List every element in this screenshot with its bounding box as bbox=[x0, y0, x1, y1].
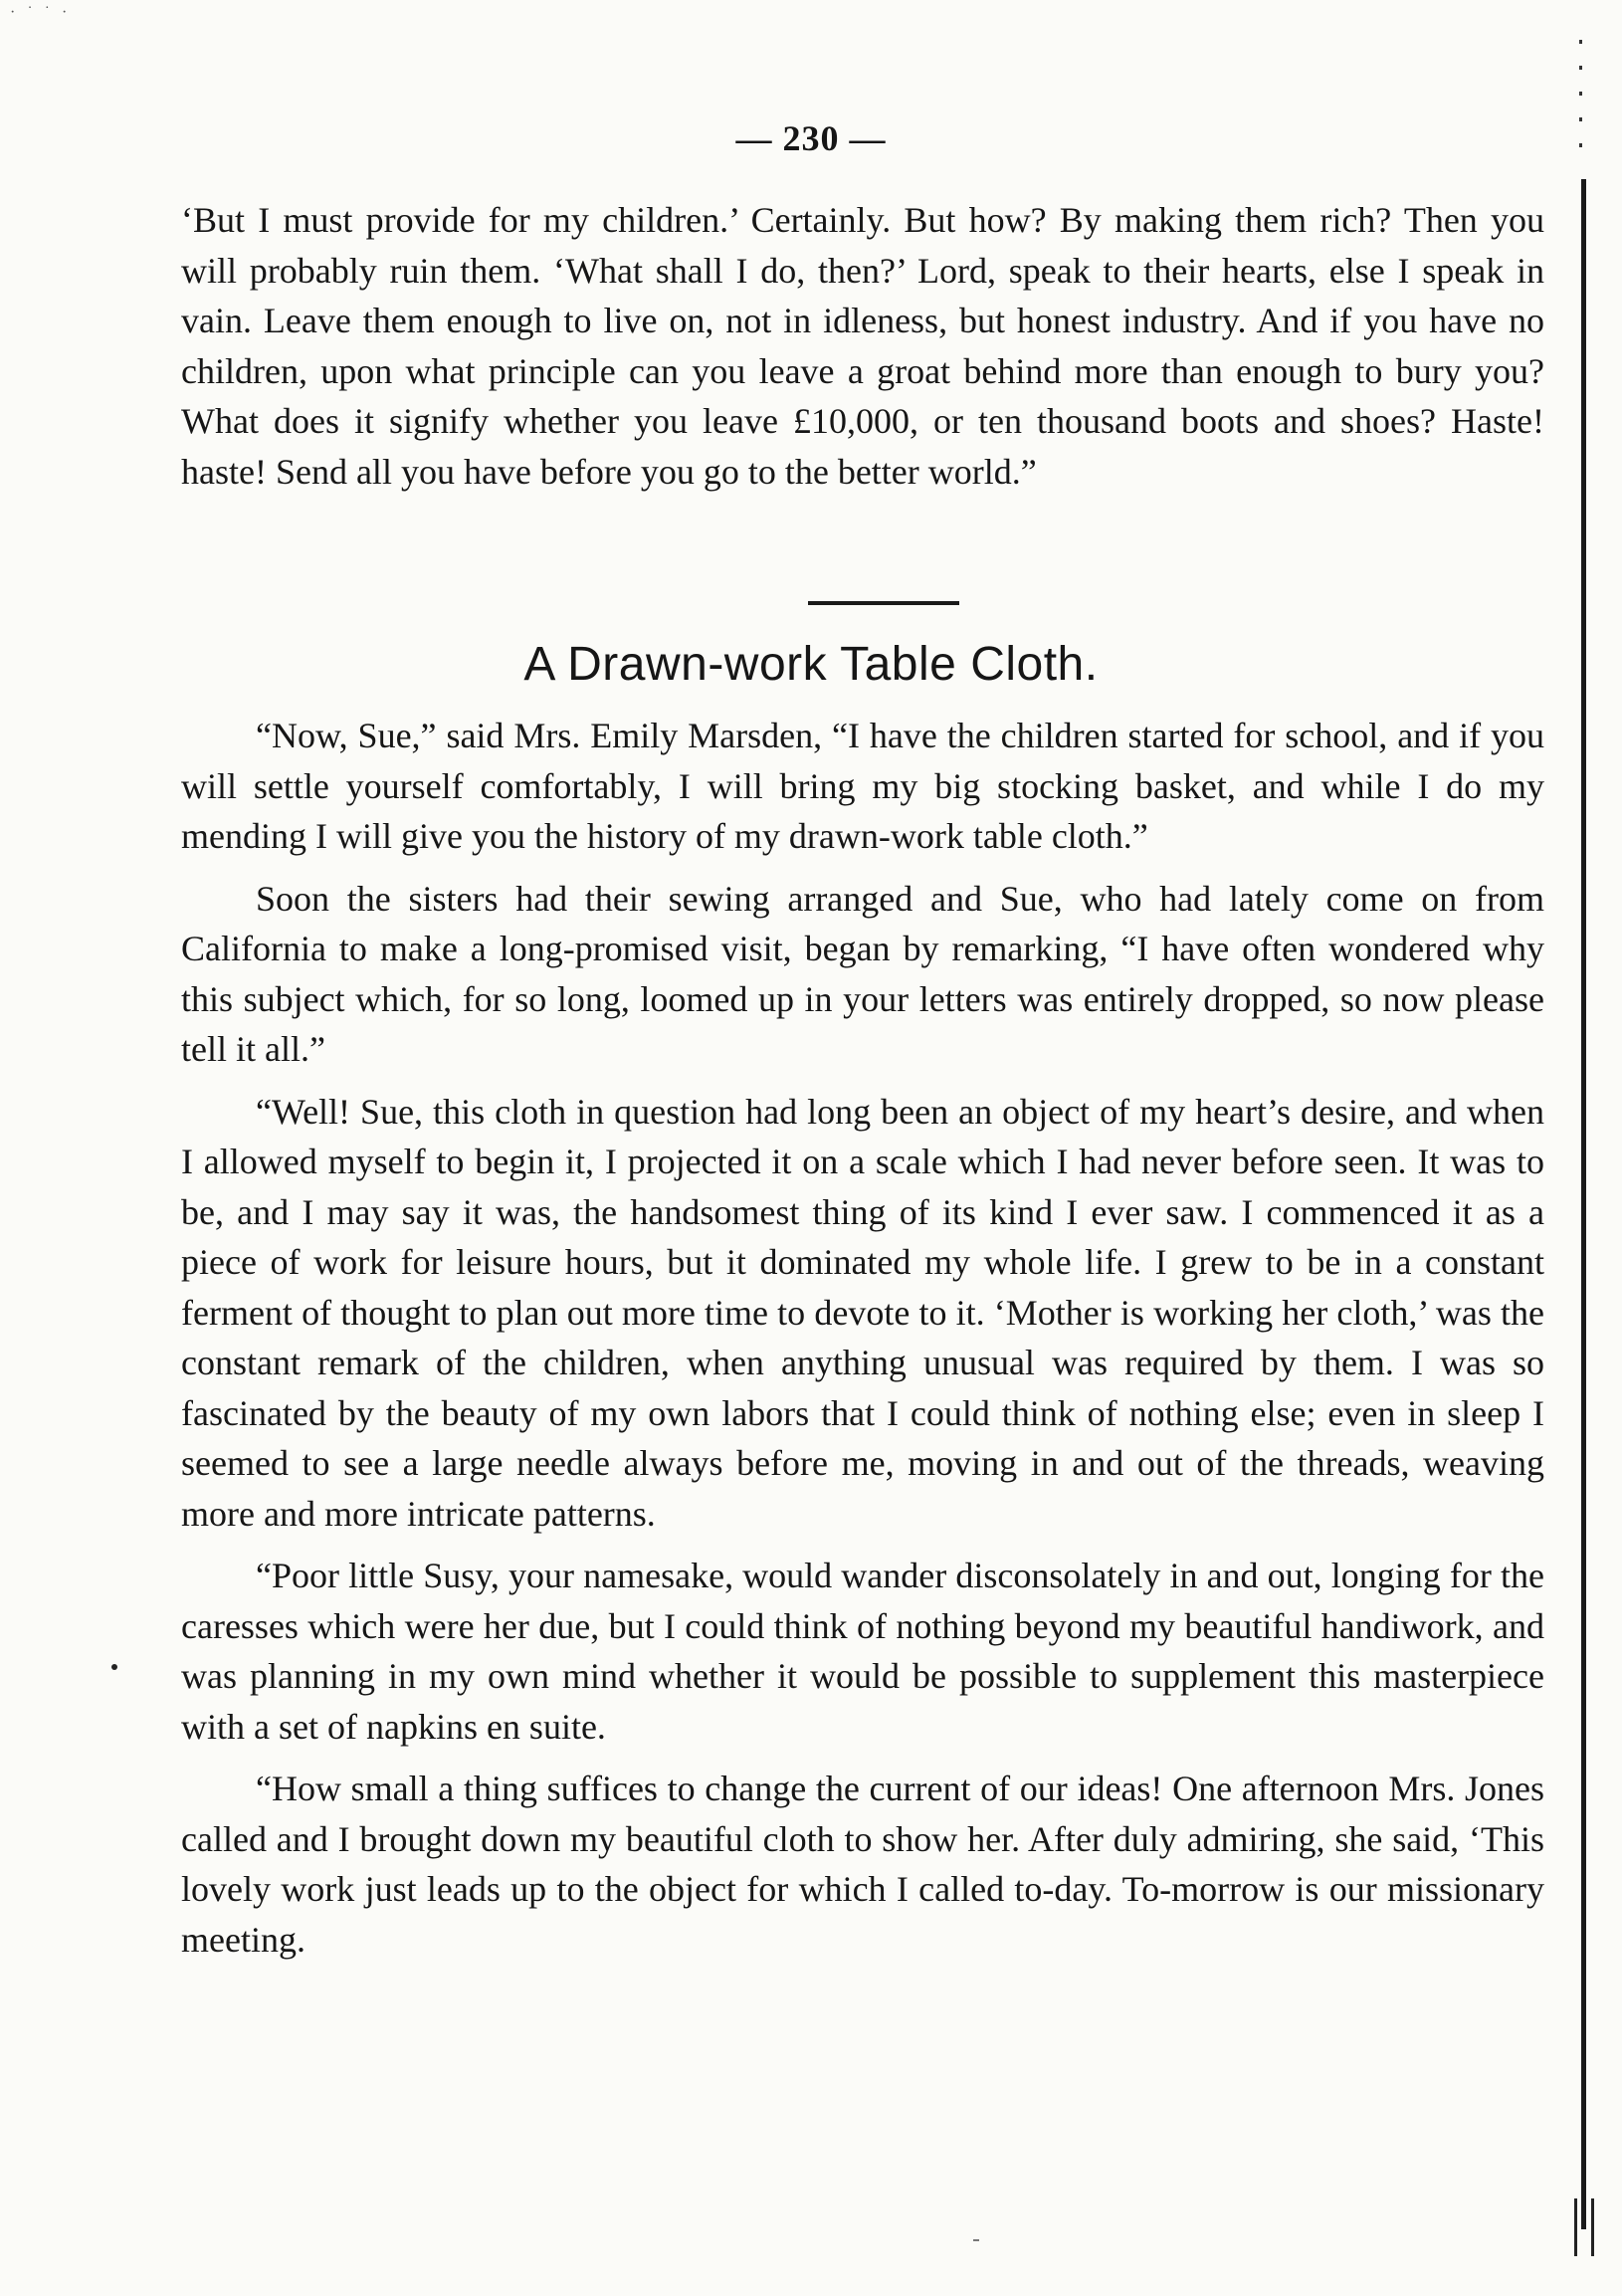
margin-speck bbox=[111, 1664, 117, 1670]
article-title: A Drawn-work Table Cloth. bbox=[523, 638, 1099, 691]
corner-mark bbox=[1574, 2198, 1594, 2256]
bottom-speck bbox=[973, 2239, 979, 2241]
section-separator bbox=[808, 601, 959, 605]
page-number: — 230 — bbox=[735, 118, 887, 158]
binding-edge bbox=[1581, 179, 1586, 2229]
article-paragraph: “Now, Sue,” said Mrs. Emily Marsden, “I have the children started for school, and if you will settle yourself comfortably, I will bring my big stocking basket, and while I do my mending I will give you the history of my drawn-work table cloth.” bbox=[181, 716, 1544, 856]
corner-specks: · ˙ ˙ · bbox=[10, 4, 72, 21]
article-paragraph: “How small a thing suffices to change the current of our ideas! One afternoon Mrs. Jones called and I brought down my beautiful cloth to show her. After duly admiring, she said, ‘This lovely work just leads up to the object for which I called to-day. To-morrow is our missionary meeting. bbox=[181, 1769, 1544, 1960]
article-body bbox=[181, 711, 1544, 1977]
continuation-paragraph: ‘But I must provide for my children.’ Certainly. But how? By making them rich? Then you will probably ruin them. ‘What shall I do, then?’ Lord, speak to their hearts, else I speak in vain. Leave them enough to live on, not in idleness, but honest industry. And if you have no children, upon what principle can you leave a groat behind more than enough to bury you? What does it signify whether you leave £10,000, or ten thousand boots and shoes? Haste! haste! Send all you have before you go to the better world.” bbox=[181, 200, 1544, 492]
continuation-text bbox=[181, 195, 1544, 497]
article-paragraph: Soon the sisters had their sewing arranged and Sue, who had lately come on from California to make a long-promised visit, began by remarking, “I have often wondered why this subject which, for so long, loomed up in your letters was entirely dropped, so now please tell it all.” bbox=[181, 878, 1544, 1069]
article-paragraph: “Poor little Susy, your namesake, would wander disconsolately in and out, longing for the caresses which were her due, but I could think of nothing beyond my beautiful handiwork, and was planning in my own mind whether it would be possible to supplement this masterpiece with a set of napkins en suite. bbox=[181, 1556, 1544, 1747]
article-paragraph: “Well! Sue, this cloth in question had long been an object of my heart’s desire, and when I allowed myself to begin it, I projected it on a scale which I had never before seen. It was to be, and I may say it was, the handsomest thing of its kind I ever saw. I commenced it as a piece of work for leisure hours, but it dominated my whole life. I grew to be in a constant ferment of thought to plan out more time to devote to it. ‘Mother is working her cloth,’ was the constant remark of the children, when anything unusual was required by them. I was so fascinated by the beauty of my own labors that I could think of nothing else; even in sleep I seemed to see a large needle always before me, moving in and out of the threads, weaving more and more intricate patterns. bbox=[181, 1091, 1544, 1534]
